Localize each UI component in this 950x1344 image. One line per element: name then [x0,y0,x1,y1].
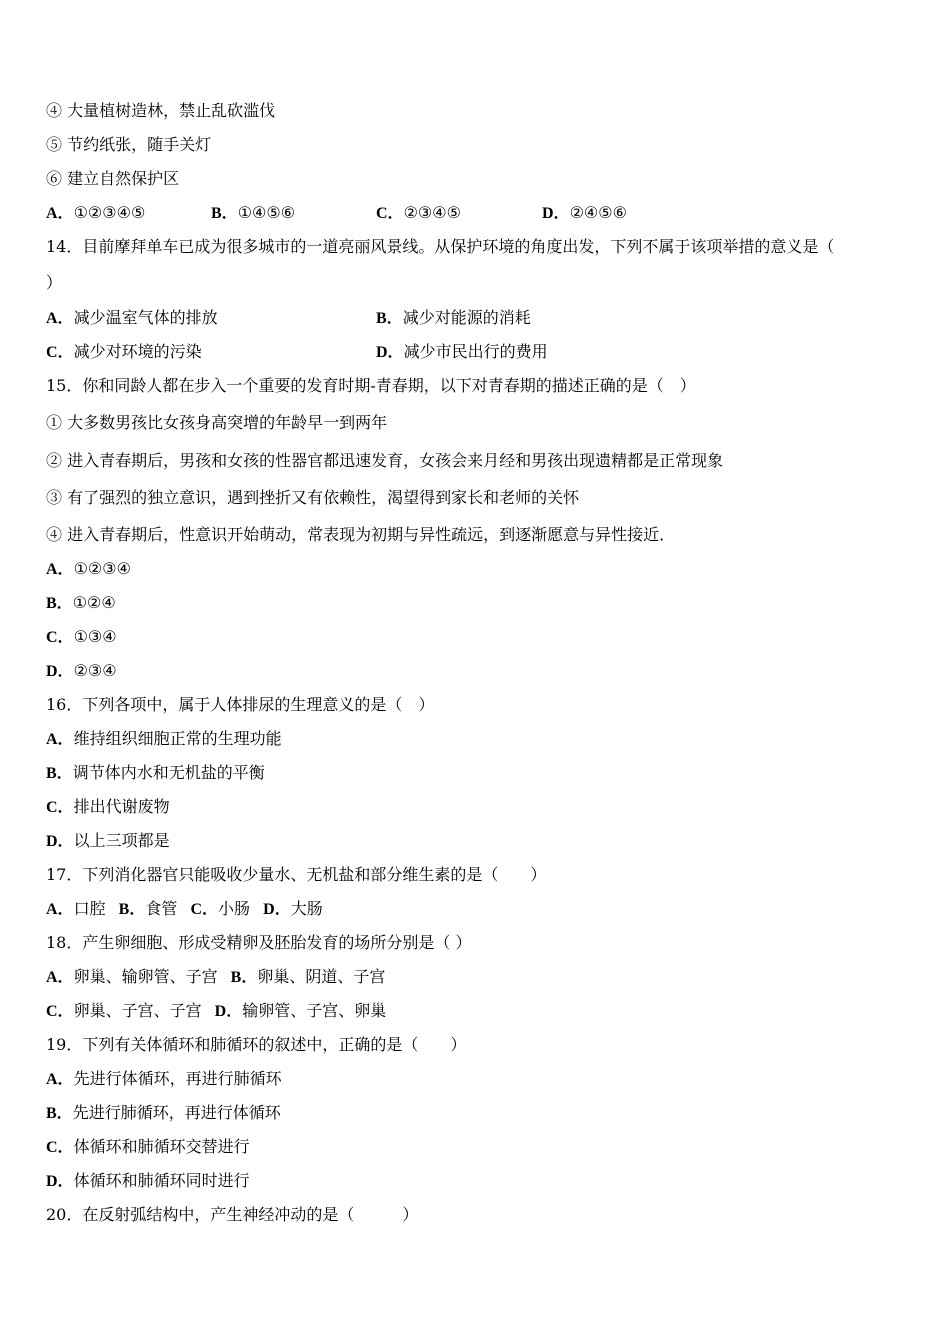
q15-item-3: ③ 有了强烈的独立意识，遇到挫折又有依赖性，渴望得到家长和老师的关怀 [46,488,580,507]
q19-option-c-letter: C． [46,1139,74,1156]
q18-option-b: 卵巢、阴道、子宫 [257,967,386,986]
q18-option-c-letter: C． [46,1003,74,1020]
q15-option-a: ①②③④ [73,559,131,578]
q13-option-b-letter: B． [211,205,238,222]
q20-stem: 20．在反射弧结构中，产生神经冲动的是（ ） [46,1205,419,1224]
q16-option-a-letter: A． [46,731,74,748]
q13-item-6: ⑥ 建立自然保护区 [46,169,180,188]
q15-option-b: ①②④ [72,593,116,612]
q14-stem: 14．目前摩拜单车已成为很多城市的一道亮丽风景线。从保护环境的角度出发，下列不属于该项举措的意义是（ [46,237,835,256]
q14-option-c-letter: C． [46,344,74,361]
q17-option-b: 食管 [145,899,178,918]
q13-option-a: ①②③④⑤ [73,203,146,222]
q15-option-d: ②③④ [73,661,117,680]
q18-option-a: 卵巢、输卵管、子宫 [73,967,218,986]
q13-option-b: ①④⑤⑥ [237,203,296,222]
q13-option-c-letter: C． [376,205,404,222]
q16-option-b-letter: B． [46,765,73,782]
q19-option-b-line [46,1103,281,1124]
q18-option-c: 卵巢、子宫、子宫 [73,1001,202,1020]
q19-option-a-line [46,1069,282,1090]
q16-option-a: 维持组织细胞正常的生理功能 [73,729,282,748]
q17-option-a-letter: A． [46,901,74,918]
q19-option-d: 体循环和肺循环同时进行 [73,1171,250,1190]
q15-item-2: ② 进入青春期后，男孩和女孩的性器官都迅速发育，女孩会来月经和男孩出现遗精都是正常现象 [46,451,724,470]
q15-option-c: ①③④ [73,627,117,646]
q15-option-a-line [46,559,131,580]
q15-option-d-line [46,661,117,682]
q17-option-c-letter: C． [190,901,219,918]
q16-option-b-line [46,763,265,784]
q19-option-d-line [46,1171,250,1192]
q17-options [46,899,323,920]
q17-option-c: 小肠 [218,899,251,918]
q18-option-a-letter: A． [46,969,74,986]
q18-option-d-letter: D． [214,1003,243,1020]
q18-options-row-1 [46,967,385,988]
q15-option-c-letter: C． [46,629,74,646]
q18-stem: 18．产生卵细胞、形成受精卵及胚胎发育的场所分别是（ ） [46,933,472,952]
q19-option-d-letter: D． [46,1173,74,1190]
q15-option-d-letter: D． [46,663,74,680]
q16-option-d-letter: D． [46,833,74,850]
q15-item-4: ④ 进入青春期后，性意识开始萌动，常表现为初期与异性疏远，到逐渐愿意与异性接近． [46,525,676,544]
q14-option-a: 减少温室气体的排放 [73,308,218,327]
q14-option-c: 减少对环境的污染 [73,342,202,361]
q17-option-a: 口腔 [73,899,106,918]
q17-stem: 17．下列消化器官只能吸收少量水、无机盐和部分维生素的是（ ） [46,865,547,884]
q16-option-c: 排出代谢废物 [73,797,170,816]
q16-option-c-letter: C． [46,799,74,816]
q19-option-a-letter: A． [46,1071,74,1088]
q19-option-a: 先进行体循环，再进行肺循环 [73,1069,282,1088]
q13-option-d-letter: D． [542,205,570,222]
q15-option-b-line [46,593,116,614]
q16-option-a-line [46,729,282,750]
q13-option-c: ②③④⑤ [403,203,461,222]
q15-option-c-line [46,627,117,648]
q15-option-a-letter: A． [46,561,74,578]
q17-option-d-letter: D． [263,901,291,918]
q16-option-b: 调节体内水和无机盐的平衡 [72,763,265,782]
q13-item-4: ④ 大量植树造林，禁止乱砍滥伐 [46,101,276,120]
q14-option-b-letter: B． [376,310,403,327]
q15-stem: 15．你和同龄人都在步入一个重要的发育时期-青春期，以下对青春期的描述正确的是（ ） [46,376,696,395]
q16-stem: 16．下列各项中，属于人体排尿的生理意义的是（ ） [46,695,435,714]
q15-option-b-letter: B． [46,595,73,612]
q19-option-c-line [46,1137,250,1158]
q17-option-b-letter: B． [118,901,146,918]
q16-option-d-line [46,831,170,852]
q16-option-d: 以上三项都是 [73,831,170,850]
q14-option-d-letter: D． [376,344,404,361]
q14-stem-cont: ） [46,273,63,292]
q14-option-a-letter: A． [46,310,74,327]
q18-options-row-2 [46,1001,386,1022]
q14-option-b: 减少对能源的消耗 [402,308,531,327]
q16-option-c-line [46,797,170,818]
q13-option-d: ②④⑤⑥ [569,203,627,222]
q13-option-a-letter: A． [46,205,74,222]
q18-option-b-letter: B． [230,969,258,986]
q13-item-5: ⑤ 节约纸张，随手关灯 [46,135,212,154]
q18-option-d: 输卵管、子宫、卵巢 [242,1001,387,1020]
q15-item-1: ① 大多数男孩比女孩身高突增的年龄早一到两年 [46,413,388,432]
q19-option-c: 体循环和肺循环交替进行 [73,1137,250,1156]
q19-option-b: 先进行肺循环，再进行体循环 [72,1103,281,1122]
q19-option-b-letter: B． [46,1105,73,1122]
q19-stem: 19．下列有关体循环和肺循环的叙述中，正确的是（ ） [46,1035,467,1054]
q14-option-d: 减少市民出行的费用 [403,342,548,361]
q17-option-d: 大肠 [290,899,323,918]
